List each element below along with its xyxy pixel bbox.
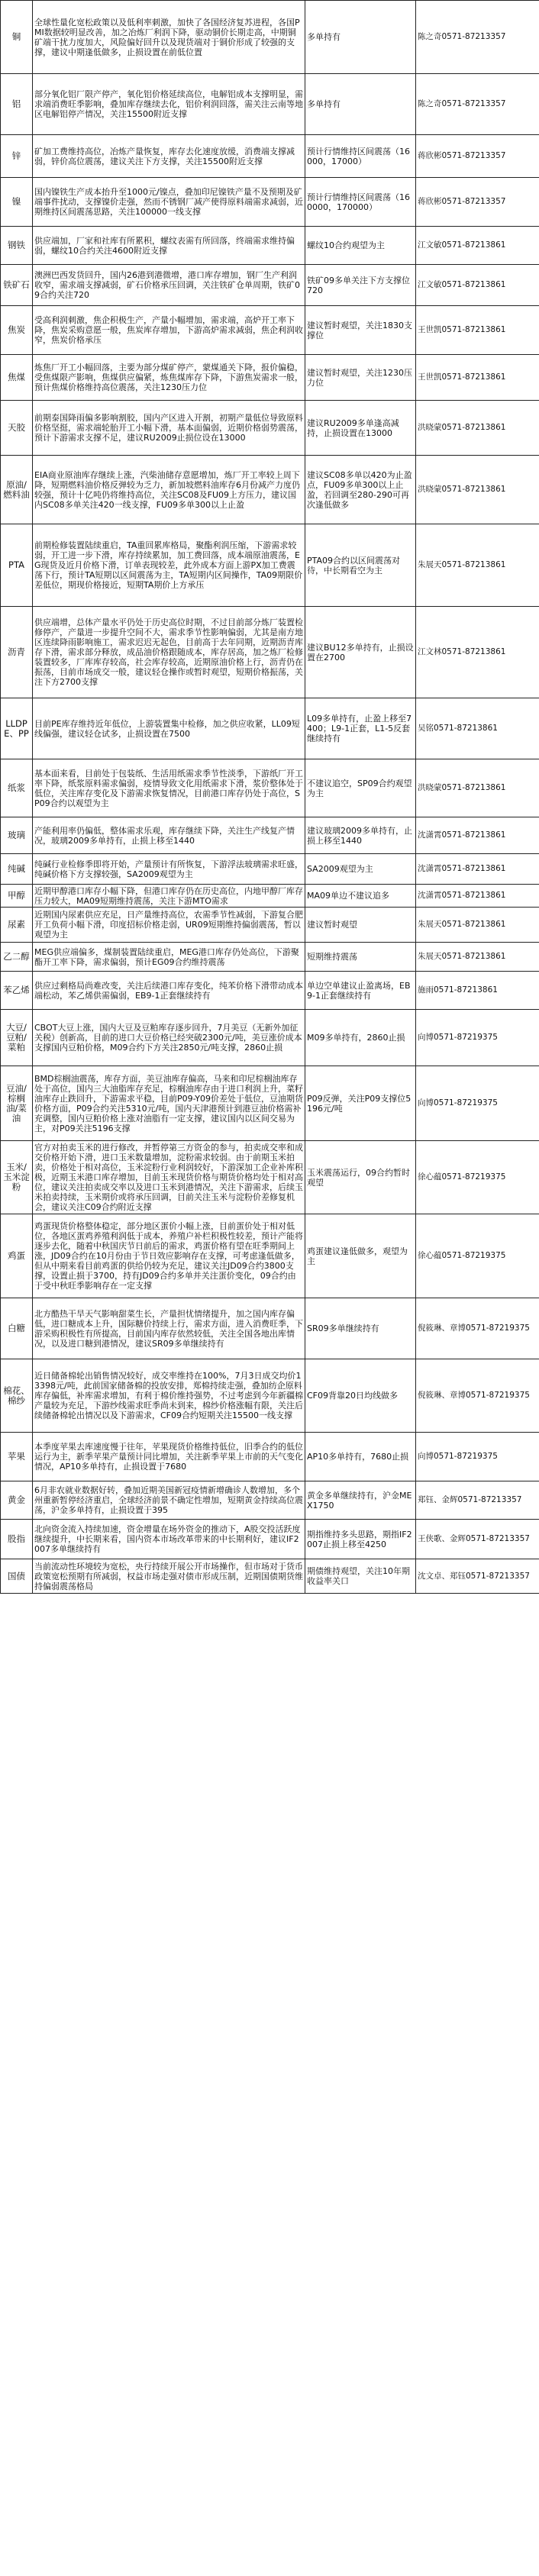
- table-row: [1, 456, 539, 524]
- commodity-name-cell: 铝: [1, 74, 33, 135]
- table-row: [1, 1359, 539, 1433]
- strategy-view-cell: MA09单边不建议追多: [305, 885, 416, 908]
- commodity-name-cell: 纯碱: [1, 854, 33, 885]
- strategy-view-cell: 建议暂时观望: [305, 908, 416, 943]
- analyst-contact-cell: 郑钰、金辉0571-87213357: [416, 1481, 539, 1520]
- analyst-contact-cell: 洪晓蒙0571-87213861: [416, 401, 539, 456]
- strategy-view-cell: 建议SC08多单以420为止盈点，FU09多单300以上止盈，若回调至280-290可再次逢低做多: [305, 456, 416, 524]
- table-row: [1, 1298, 539, 1359]
- commodity-name-cell: 乙二醇: [1, 943, 33, 972]
- strategy-view-cell: 多单持有: [305, 1, 416, 74]
- analyst-contact-cell: 蒋欣彬0571-87213357: [416, 178, 539, 227]
- analyst-contact-cell: 王侠歌、金辉0571-87213357: [416, 1520, 539, 1559]
- strategy-view-cell: L09多单持有，止盈上移至7400；L9-1正套，L1-5反套继续持有: [305, 698, 416, 759]
- strategy-view-cell: 预计行情维持区间震荡（16000，17000）: [305, 135, 416, 178]
- table-row: [1, 135, 539, 178]
- analyst-contact-cell: 王世凯0571-87213861: [416, 355, 539, 401]
- commodity-name-cell: 铜: [1, 1, 33, 74]
- analyst-contact-cell: 洪晓蒙0571-87213861: [416, 759, 539, 817]
- commodity-name-cell: 沥青: [1, 607, 33, 698]
- table-row: [1, 1433, 539, 1481]
- strategy-view-cell: P09反弹，关注P09支撑位5196元/吨: [305, 1066, 416, 1141]
- market-analysis-cell: 官方对拍卖玉米的进行修改，并暂停第三方资金的参与，拍卖成交率和成交价格开始下滑，进口玉米数量增加，淀粉需求较弱。由于前期玉米拍卖，价格处于相对高位，玉米淀粉行业利润较好，下游深加工企业补库积极，近期玉米港口库存增加，目前玉米现货价格与期货价格均处于相对高位，建议关注拍卖成交率以及进口玉米到港情况，关注下游需求，后续玉米拍卖持续，玉米期价或将承压回调，目前关注玉米与淀粉价差修复机会，建议关注C09合约附近支撑: [33, 1141, 305, 1214]
- analyst-contact-cell: 王世凯0571-87213861: [416, 306, 539, 355]
- market-analysis-cell: 北向资金流入持续加速，资金增量在场外资金的推动下，A股交投活跃度继续提升，中长期来看，国内资本市场改革带来的中长期利好，建议IF2007多单继续持有: [33, 1520, 305, 1559]
- table-row: [1, 943, 539, 972]
- table-row: [1, 1066, 539, 1141]
- strategy-view-cell: 建议RU2009多单逢高减持，止损设置在13000: [305, 401, 416, 456]
- analyst-contact-cell: 江文敏0571-87213861: [416, 227, 539, 265]
- strategy-view-cell: 建议暂时观望，关注1230压力位: [305, 355, 416, 401]
- table-row: [1, 607, 539, 698]
- analyst-contact-cell: 沈文卓、郑钰0571-87213357: [416, 1559, 539, 1594]
- commodity-name-cell: PTA: [1, 524, 33, 607]
- table-row: [1, 1, 539, 74]
- strategy-view-cell: 建议暂时观望，关注1830支撑位: [305, 306, 416, 355]
- commodity-name-cell: 尿素: [1, 908, 33, 943]
- strategy-view-cell: 铁矿09多单关注下方支撑位720: [305, 265, 416, 306]
- market-analysis-cell: 受高利润刺激，焦企积极生产，产量小幅增加，需求端，高炉开工率下降，焦炭采购意愿一般，焦炭库存增加，下游高炉需求减弱，焦企利润收窄，焦炭价格承压: [33, 306, 305, 355]
- market-analysis-cell: 鸡蛋现货价格整体稳定，部分地区蛋价小幅上涨，目前蛋价处于相对低位，各地区蛋鸡养殖利润低于成本，养殖户补栏积极性较差，预计产能将逐步去化，随着中秋国庆节日前后的需求，鸡蛋价格有望在旺季期间上涨，JD09合约在10月份由于节日效应影响存在支撑，可考虑逢低做多，但从中期来看目前鸡蛋的供给仍较为充足，建议关注JD09合约3800支撑，设置止损于3700，持有JD09合约多单并关注蛋价变化，09合约由于受中秋旺季影响存在一定支撑: [33, 1214, 305, 1298]
- strategy-view-cell: 鸡蛋建议逢低做多，观望为主: [305, 1214, 416, 1298]
- commodity-name-cell: 纸浆: [1, 759, 33, 817]
- strategy-view-cell: AP10多单持有，7680止损: [305, 1433, 416, 1481]
- commodity-name-cell: 股指: [1, 1520, 33, 1559]
- analyst-contact-cell: 向博0571-87219375: [416, 1433, 539, 1481]
- commodity-name-cell: 苯乙烯: [1, 972, 33, 1010]
- table-row: [1, 759, 539, 817]
- market-analysis-cell: 前期检修装置陆续重启，TA重回累库格局，聚酯利润压缩，下游需求较弱，开工进一步下滑，库存持续累加，加工费回落，成本端原油震荡，EG现货及近月价格下滑，订单表现较差，此外成本方面上游PX加工费震荡下行，预计TA短期以区间震荡为主，TA短期内区间操作，TA09期限价差低位，期现价格接近，短期TA期价上方承压: [33, 524, 305, 607]
- analyst-contact-cell: 向博0571-87219375: [416, 1010, 539, 1066]
- strategy-view-cell: SR09多单继续持有: [305, 1298, 416, 1359]
- analyst-contact-cell: 沈潇霄0571-87213861: [416, 885, 539, 908]
- market-analysis-cell: 矿加工费维持高位，冶炼产量恢复，库存去化速度放缓，消费端支撑减弱，锌价高位震荡，建议关注下方支撑，关注15500附近支撑: [33, 135, 305, 178]
- table-row: [1, 817, 539, 854]
- analyst-contact-cell: 陈之奇0571-87213357: [416, 74, 539, 135]
- market-analysis-cell: 北方酷热干旱天气影响甜菜生长，产量担忧情绪提升，加之国内库存偏低，进口糖成本上升，国际糖价持续上行，需求方面，进入消费旺季，下游采购积极性有所提高，目前国内库存依然较低，关注全国各地出库情况，以及进口糖到港情况，建议SR09多单继续持有: [33, 1298, 305, 1359]
- market-analysis-cell: 供应过剩格局尚难改变，关注后续港口库存变化，纯苯价格下滑带动成本端松动，苯乙烯供需偏弱，EB9-1正套继续持有: [33, 972, 305, 1010]
- market-analysis-cell: 炼焦厂开工小幅回落，主要为部分煤矿停产，蒙煤通关下降，报价偏稳，受焦煤限产影响，焦煤供应偏紧，炼焦煤库存下降，下游焦炭需求一般，预计焦煤价格维持高位震荡，关注1230压力位: [33, 355, 305, 401]
- commodity-name-cell: 国债: [1, 1559, 33, 1594]
- strategy-view-cell: 期指维持多头思路，期指IF2007止损上移至4250: [305, 1520, 416, 1559]
- strategy-view-cell: 多单持有: [305, 74, 416, 135]
- strategy-view-cell: 期债维持观望，关注10年期收益率关口: [305, 1559, 416, 1594]
- market-analysis-cell: 全球性量化宽松政策以及低利率刺激，加快了各国经济复苏进程，各国PMI数据较明显改善，加之冶炼厂利润下降，驱动铜价长期走高，中期铜矿端干扰力度加大，风险偏好回升以及现货端对于铜价形成了较强的支撑，建议中期逢低做多，止损设置在前低位置: [33, 1, 305, 74]
- market-analysis-cell: 产能利用率仍偏低，整体需求乐观，库存继续下降，关注生产线复产情况，玻璃2009多单持有，止损上移至1440: [33, 817, 305, 854]
- market-analysis-cell: 当前流动性环境较为宽松，央行持续开展公开市场操作，但市场对于货币政策宽松预期有所减弱，权益市场走强对债市形成压制，近期国债期货维持偏弱震荡格局: [33, 1559, 305, 1594]
- table-row: [1, 908, 539, 943]
- market-analysis-cell: 本季度苹果去库速度慢于往年，苹果现货价格维持低位，旧季合约的低位运行为主，新季苹果产量预计同比增加，关注新季苹果上市前的天气变化情况，AP10多单持有，止损设置于7680: [33, 1433, 305, 1481]
- table-row: [1, 698, 539, 759]
- analyst-contact-cell: 施雨0571-87213861: [416, 972, 539, 1010]
- table-row: [1, 1141, 539, 1214]
- analyst-contact-cell: 徐心蕴0571-87219375: [416, 1141, 539, 1214]
- table-row: [1, 178, 539, 227]
- strategy-view-cell: CF09背靠20日均线做多: [305, 1359, 416, 1433]
- analyst-contact-cell: 陈之奇0571-87213357: [416, 1, 539, 74]
- table-row: [1, 885, 539, 908]
- commodity-name-cell: LLDPE、PP: [1, 698, 33, 759]
- commodity-name-cell: 甲醇: [1, 885, 33, 908]
- commodity-name-cell: 原油/燃料油: [1, 456, 33, 524]
- commodity-name-cell: 白糖: [1, 1298, 33, 1359]
- strategy-view-cell: M09多单持有，2860止损: [305, 1010, 416, 1066]
- analyst-contact-cell: 沈潇霄0571-87213861: [416, 854, 539, 885]
- commodity-name-cell: 焦煤: [1, 355, 33, 401]
- commodity-name-cell: 锌: [1, 135, 33, 178]
- market-analysis-cell: MEG供应端偏多，煤制装置陆续重启，MEG港口库存仍处高位，下游聚酯开工率下降，需求偏弱，预计EG09合约维持震荡: [33, 943, 305, 972]
- commodity-name-cell: 棉花、棉纱: [1, 1359, 33, 1433]
- table-row: [1, 524, 539, 607]
- analyst-contact-cell: 江文林0571-87213861: [416, 607, 539, 698]
- market-analysis-cell: 部分氧化铝厂限产停产，氧化铝价格延续高位，电解铝成本支撑明显，需求端消费旺季影响，叠加库存继续去化，铝价利润回落，需关注云南等地区电解铝停产情况，关注15500附近支撑: [33, 74, 305, 135]
- strategy-view-cell: PTA09合约以区间震荡对待，中长期看空为主: [305, 524, 416, 607]
- strategy-view-cell: 建议玻璃2009多单持有，止损上移至1440: [305, 817, 416, 854]
- market-analysis-cell: 近期甲醇港口库存小幅下降，但港口库存仍在历史高位，内地甲醇厂库存压力较大，MA09短期维持震荡，关注下游MTO需求: [33, 885, 305, 908]
- market-analysis-cell: 供应端增，总体产量水平仍处于历史高位时期，不过目前部分炼厂装置检修停产，产量进一步提升空间不大，需求季节性影响偏弱，尤其是南方地区连续降雨影响施工，需求迟迟无起色，目前高于去年同期，近期沥青库存下滑，需求部分释放，成品油价格跟随成本，库存居高，加之炼厂检修装置较多，厂库库存较高，社会库存较高，近期原油价格上行，沥青仍在振荡，目前市场成交一般，建议轻仓操作或暂时观望，短期价格振荡，关注下方2700支撑: [33, 607, 305, 698]
- market-analysis-cell: 近日储备棉轮出销售情况较好，成交率维持在100%，7月3日成交均价13398元/吨，此前国家储备棉的投放安排，郑棉持续走强，叠加纺企原料库存偏低，补库需求增加，有利于棉价维持强势，不过考虑到今年新疆棉产量较为充足，下游纱线需求旺季尚未到来，棉纱价格涨幅有限，关注后续储备棉轮出情况以及下游需求，CF09合约短期关注15500一线支撑: [33, 1359, 305, 1433]
- table-row: [1, 854, 539, 885]
- table-row: [1, 355, 539, 401]
- commodity-name-cell: 苹果: [1, 1433, 33, 1481]
- analyst-contact-cell: 蒋欣彬0571-87213357: [416, 135, 539, 178]
- table-row: [1, 1214, 539, 1298]
- strategy-view-cell: 不建议追空，SP09合约观望为主: [305, 759, 416, 817]
- commodity-name-cell: 豆油/棕榈油/菜油: [1, 1066, 33, 1141]
- commodity-name-cell: 焦炭: [1, 306, 33, 355]
- market-analysis-cell: 前期泰国降雨偏多影响割胶，国内产区进入开割，初期产量低位导致原料价格坚挺，需求端轮胎开工小幅下滑，基本面偏弱，近期价格弱势震荡，预计下游需求支撑不足，建议RU2009止损位设在13000: [33, 401, 305, 456]
- market-analysis-cell: 国内镍铁生产成本抬升至1000元/镍点，叠加印尼镍铁产量不及预期及矿端事件扰动，支撑镍价走强，然而不锈钢厂减产使得原料端需求减弱，近期维持区间震荡思路，关注100000一线支撑: [33, 178, 305, 227]
- commodity-name-cell: 铁矿石: [1, 265, 33, 306]
- strategy-view-cell: 单边空单建议止盈离场，EB9-1正套继续持有: [305, 972, 416, 1010]
- commodity-name-cell: 鸡蛋: [1, 1214, 33, 1298]
- table-row: [1, 1481, 539, 1520]
- table-row: [1, 306, 539, 355]
- analyst-contact-cell: 徐心蕴0571-87219375: [416, 1214, 539, 1298]
- analyst-contact-cell: 倪筱琳、章博0571-87219375: [416, 1359, 539, 1433]
- analyst-contact-cell: 吴铭0571-87213861: [416, 698, 539, 759]
- analyst-contact-cell: 向博0571-87219375: [416, 1066, 539, 1141]
- analyst-contact-cell: 朱展天0571-87213861: [416, 908, 539, 943]
- table-row: [1, 227, 539, 265]
- strategy-table-body: [1, 1, 539, 1594]
- analyst-contact-cell: 洪晓蒙0571-87213861: [416, 456, 539, 524]
- commodity-name-cell: 天胶: [1, 401, 33, 456]
- market-analysis-cell: 澳洲巴西发货回升，国内26港到港微增，港口库存增加，钢厂生产利润收窄，需求端支撑减弱，矿石价格承压回调，关注铁矿仓单周期，铁矿09合约关注720: [33, 265, 305, 306]
- market-analysis-cell: BMD棕榈油震荡，库存方面，美豆油库存偏高，马来和印尼棕榈油库存处于高位，国内三大油脂库存充足，棕榈油库存由于进口利润上升，菜籽油库存止跌回升，下游需求平稳，目前P09-Y09价差处于低位，豆油期货价格方面，P09合约关注5310元/吨，国内天津港预计到港豆油价格需补充调整，国内豆粕价格上涨对油脂有一定支撑，建议国内以区间交易为主，对P09关注5196支撑: [33, 1066, 305, 1141]
- strategy-view-cell: 短期维持震荡: [305, 943, 416, 972]
- market-analysis-cell: EIA商业原油库存继续上涨，汽柴油储存意愿增加，炼厂开工率较上周下降，短期燃料油价格反弹较为乏力，新加坡燃料油库存6月份减产力度仍较强，预计十亿吨仍将维持高位，关注SC08及FU09上方压力，建议国内SC08多单关注420一线支撑，FU09多单300以上止盈: [33, 456, 305, 524]
- analyst-contact-cell: 朱展天0571-87213861: [416, 943, 539, 972]
- market-analysis-cell: CBOT大豆上涨，国内大豆及豆粕库存逐步回升，7月美豆（无新外加征关税）创新高，目前的进口大豆价格已经突破2300元/吨，美豆涨价成本支撑国内豆粕价格，M09合约下方关注2850元/吨支撑，2860止损: [33, 1010, 305, 1066]
- table-row: [1, 401, 539, 456]
- table-row: [1, 265, 539, 306]
- analyst-contact-cell: 江文敏0571-87213861: [416, 265, 539, 306]
- strategy-view-cell: 螺纹10合约观望为主: [305, 227, 416, 265]
- table-row: [1, 972, 539, 1010]
- table-row: [1, 1010, 539, 1066]
- market-analysis-cell: 供应端加，厂家和社库有所累积，螺纹表需有所回落，终端需求维持偏弱，螺纹10合约关注4600附近支撑: [33, 227, 305, 265]
- market-analysis-cell: 6月非农就业数据好转，叠加近期美国新冠疫情新增确诊人数增加，多个州重新暂停经济重启，全球经济前景不确定性增加，短期黄金持续高位震荡，沪金多单持有，止损设置于395: [33, 1481, 305, 1520]
- table-row: [1, 1559, 539, 1594]
- strategy-view-cell: SA2009观望为主: [305, 854, 416, 885]
- market-analysis-cell: 目前PE库存维持近年低位，上游装置集中检修，加之供应收紧，LL09短线偏强，建议轻仓试多，止损设置在7500: [33, 698, 305, 759]
- table-row: [1, 1520, 539, 1559]
- market-analysis-cell: 基本面来看，目前处于包装纸、生活用纸需求季节性淡季，下游纸厂开工率下降，纸浆原料需求偏弱，疫情导致文化用纸需求下滑，浆价整体处于低位，关注库存变化及下游需求恢复情况，目前港口库存仍处于高位，SP09合约以观望为主: [33, 759, 305, 817]
- strategy-view-cell: 预计行情维持区间震荡（160000，170000）: [305, 178, 416, 227]
- strategy-view-cell: 玉米震荡运行，09合约暂时观望: [305, 1141, 416, 1214]
- market-analysis-cell: 纯碱行业检修季即将开始，产量预计有所恢复，下游浮法玻璃需求旺盛，纯碱价格下方支撑较强，SA2009观望为主: [33, 854, 305, 885]
- market-analysis-cell: 近期国内尿素供应充足，日产量维持高位，农需季节性减弱，下游复合肥开工负荷小幅下滑，印度招标价格走弱，UR09短期维持偏弱震荡，暂以观望为主: [33, 908, 305, 943]
- analyst-contact-cell: 朱展天0571-87213861: [416, 524, 539, 607]
- strategy-view-cell: 建议BU12多单持有，止损设置在2700: [305, 607, 416, 698]
- commodity-name-cell: 玻璃: [1, 817, 33, 854]
- analyst-contact-cell: 沈潇霄0571-87213861: [416, 817, 539, 854]
- commodity-name-cell: 黄金: [1, 1481, 33, 1520]
- commodity-name-cell: 镍: [1, 178, 33, 227]
- analyst-contact-cell: 倪筱琳、章博0571-87219375: [416, 1298, 539, 1359]
- table-row: [1, 74, 539, 135]
- commodity-name-cell: 钢铁: [1, 227, 33, 265]
- commodity-name-cell: 大豆/豆粕/菜粕: [1, 1010, 33, 1066]
- commodity-name-cell: 玉米/玉米淀粉: [1, 1141, 33, 1214]
- strategy-view-cell: 黄金多单继续持有，沪金MEX1750: [305, 1481, 416, 1520]
